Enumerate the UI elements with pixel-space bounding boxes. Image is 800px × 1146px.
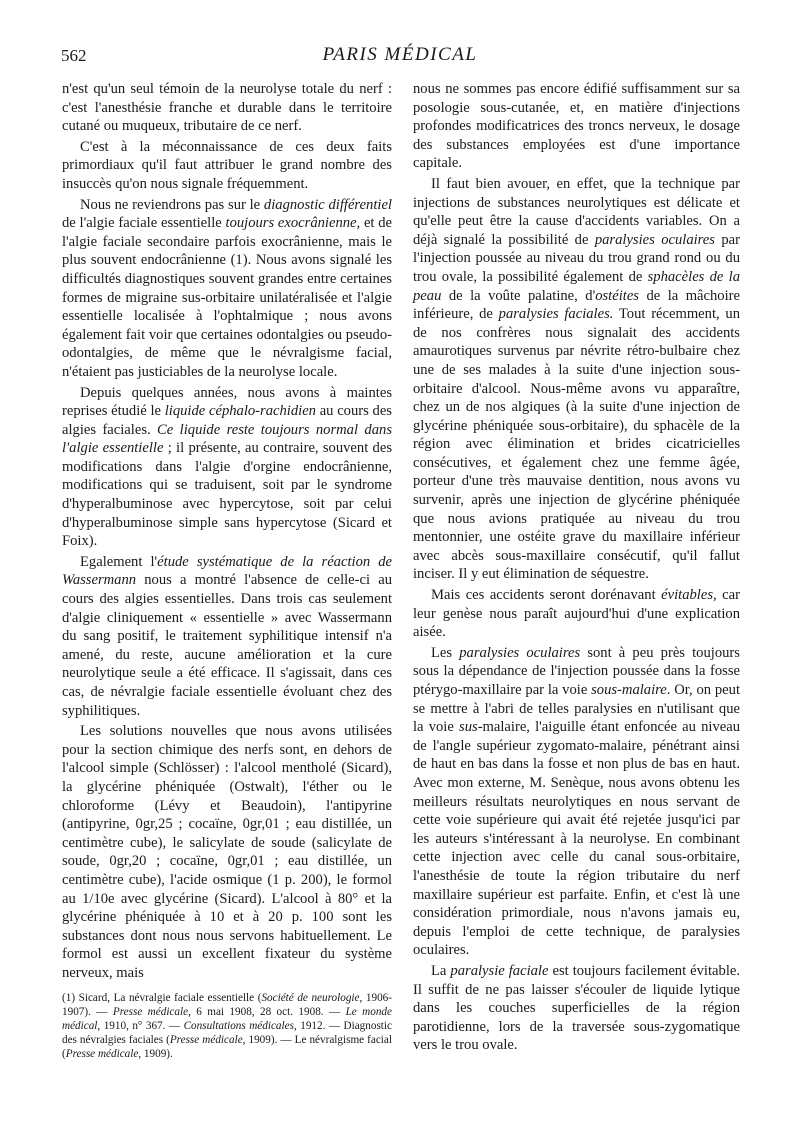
emphasis: sus xyxy=(459,719,478,736)
text-run: sont à peu près toujours sous la dépendance de l'injection poussée dans la fosse ptérygo-maxillaire par la voie xyxy=(413,644,740,698)
emphasis: Société de neurologie xyxy=(261,991,360,1004)
text-run: Nous ne reviendrons pas sur le xyxy=(80,196,264,213)
emphasis: paralysies oculaires xyxy=(459,644,581,661)
left-column xyxy=(62,80,392,1062)
text-run: , 1906-1907). — xyxy=(62,991,392,1018)
emphasis: Ce liquide reste toujours normal dans l'algie essentielle xyxy=(62,421,392,457)
text-run: nous a montré l'absence de celle-ci au cours des algies essentielles. Dans trois cas seulement d'algie cliniquement « essentielle » avec Wassermann du sang positif, le traitement syphilitique intensif n'a amené, du reste, aucune amélioration et la cure neurolytique seule a été efficace. Il s'agissait, dans ces cas, de névralgie faciale essentielle évoluant chez des syphilitiques. xyxy=(62,572,392,719)
text-run: , 1910, n° 367. — xyxy=(97,1019,184,1032)
text-run: au cours des algies faciales. xyxy=(62,403,392,438)
paragraph: Les solutions nouvelles que nous avons utilisées pour la section chimique des nerfs sont, en dehors de l'alcool simple (Schlösser) : l'alcool mentholé (Sicard), la glycérine phéniquée (Ostwalt), l'éther ou le chloroforme (Lévy et Beaudoin), l'antipyrine (antipyrine, 0gr,25 ; cocaïne, 0gr,01 ; eau distillée, un centimètre cube), le salicylate de soude (salicylate de soude, 0gr,20 ; cocaïne, 0gr,01 ; eau distillée, un centimètre cube), l'acide osmique (1 p. 200), le formol au 1/10e avec glycérine (Sicard). L'alcool à 80° et la glycérine phéniquée à 10 et à 20 p. 100 sont les substances dont nous nous servons habituellement. Le formol est aussi un excellent fixateur du système nerveux, mais xyxy=(62,723,392,981)
text-run: de la mâchoire inférieure, de xyxy=(413,287,740,323)
text-run: , 1912. — Diagnostic des névralgies faciales ( xyxy=(62,1019,392,1047)
text-run: de la voûte palatine, d' xyxy=(441,287,596,304)
text-run: , 1909). — Le névralgisme facial ( xyxy=(62,1034,392,1061)
text-run: (1) Sicard, La névralgie faciale essentielle ( xyxy=(62,991,262,1004)
text-run: Depuis quelques années, nous avons à maintes reprises étudié le xyxy=(62,384,392,420)
text-run: , 1909). xyxy=(138,1048,173,1061)
text-run: . Or, on peut se mettre à l'abri de telles paralysies en n'utilisant que la voie xyxy=(413,682,740,736)
text-run: est toujours facilement évitable. Il suffit de ne pas laisser s'écouler de liquide lytique dans les couches superficielles de la région parotidienne, lors de la traversée sous-zygomatique vers le trou ovale. xyxy=(413,962,740,1054)
emphasis: paralysie faciale xyxy=(450,962,549,979)
text-run: Tout récemment, un de nos confrères nous signalait des accidents amaurotiques survenus par névrite rétro-bulbaire chez une de ses malades à la suite d'une injection sous-orbitaire d'alcool. Nous-même avons vu apparaître, chez un de nos algiques (à la suite d'une injection de glycérine phéniquée sous-orbitaire), du sphacèle de la région avec élimination et brides cicatricielles consécutives, et également chez une femme âgée, porteur d'une très mauvaise dentition, nous avons vu survenir, après une injection de glycérine phéniquée que nous avions pratiquée au niveau du trou mentonnier, une ostéite grave du maxillaire inférieur avec abcès sous-maxillaire consécutif, qu'il fallut inciser. Il y eut élimination de séquestre. xyxy=(413,306,741,583)
paragraph xyxy=(413,175,740,584)
emphasis: sphacèles de la peau xyxy=(413,268,740,304)
emphasis: ostéites xyxy=(595,287,639,304)
text-run: La xyxy=(431,962,451,979)
text-run: Les xyxy=(431,644,460,661)
text-run: Egalement l' xyxy=(80,553,158,570)
emphasis: liquide céphalo-rachidien xyxy=(164,403,316,420)
paragraph xyxy=(413,586,740,642)
emphasis: Presse médicale xyxy=(112,1005,189,1018)
emphasis: étude systématique de la réaction de Wassermann xyxy=(62,553,393,589)
text-run: et de l'algie faciale secondaire parfois exocrânienne, mais le plus souvent endocrânienne (1). Nous avons signalé les difficultés diagnostiques souvent grandes entre certaines formes de migraine sus-orbitaire unilatéralisée et l'algie essentielle localisée à l'ophtalmique ; nous avons également fait voir que certaines odontalgies ou pseudo-odontalgies, de même que le névralgisme facial, n'étaient pas justiciables de la neurolyse locale. xyxy=(62,215,393,380)
paragraph: C'est à la méconnaissance de ces deux faits primordiaux qu'il faut attribuer le grand nombre des insuccès qu'on nous signale fréquemment. xyxy=(62,138,392,192)
paragraph: n'est qu'un seul témoin de la neurolyse totale du nerf : c'est l'anesthésie franche et durable dans le territoire cutané ou muqueux, tributaire de ce nerf. xyxy=(62,81,392,135)
paragraph xyxy=(62,196,392,382)
text-run: , car leur genèse nous paraît aujourd'hui d'une explication aisée. xyxy=(413,587,740,641)
paragraph: nous ne sommes pas encore édifié suffisamment sur sa posologie sous-cutanée, et, en matière d'injections profondes modificatrices des troncs nerveux, le dosage des substances employées est d'une importance capitale. xyxy=(413,81,740,172)
running-title: PARIS MÉDICAL xyxy=(322,44,478,65)
paragraph xyxy=(413,962,740,1055)
text-run: Mais ces accidents seront dorénavant xyxy=(431,587,662,604)
emphasis: toujours exocrânienne, xyxy=(225,215,361,232)
page-number: 562 xyxy=(61,46,87,65)
paragraph xyxy=(62,384,392,551)
emphasis: paralysies oculaires xyxy=(594,231,715,248)
emphasis: Consultations médicales xyxy=(183,1019,294,1032)
right-column xyxy=(413,80,740,1055)
emphasis: sous-malaire xyxy=(591,682,667,698)
footnote xyxy=(62,991,392,1062)
emphasis: diagnostic différentiel xyxy=(263,196,392,213)
text-run: Il faut bien avouer, en effet, que la technique par injections de substances neurolytiques est délicate et qu'elle peut être la cause d'accidents variables. On a déjà signalé la possibilité de xyxy=(413,175,740,248)
text-run: -malaire, l'aiguille étant enfoncée au niveau de l'angle supérieur zygomato-malaire, pénétrant ainsi de haut en bas dans la fosse et non plus de bas en haut. Avec mon externe, M. Senèque, nous avons obtenu les meilleurs résultats neurolytiques en nous servant de cette voie supérieure qui avait été rejetée jusqu'ici par les auteurs s'intéressant à la neurolyse. En combinant cette injection avec celle du canal sous-orbitaire, l'anesthésie de toute la région tributaire du nerf maxillaire supérieur est parfaite. Enfin, et c'est là une considération primordiale, nous n'avons jamais eu, depuis l'emploi de cette technique, de paralysies oculaires. xyxy=(413,719,740,959)
emphasis: Presse médicale xyxy=(65,1048,139,1061)
text-run: ; il présente, au contraire, souvent des modifications dans l'algie d'orgine endocrânienne, modifications qui se traduisent, soit par le syndrome d'hyperalbuminose avec hypercytose, soit par celui d'hyperalbuminose simple sans hypercytose (Sicard et Foix). xyxy=(62,440,392,550)
paragraph xyxy=(62,553,392,720)
emphasis: paralysies faciales. xyxy=(498,306,614,323)
emphasis: Presse médicale xyxy=(169,1034,243,1047)
emphasis: Le monde médical xyxy=(62,1005,392,1032)
text-run: de l'algie faciale essentielle xyxy=(62,215,226,232)
paragraph xyxy=(413,644,740,960)
emphasis: évitables xyxy=(661,587,714,604)
text-run: , 6 mai 1908, 28 oct. 1908. — xyxy=(188,1005,346,1018)
text-run: par l'injection poussée au niveau du trou grand rond ou du trou ovale, la possibilité également de xyxy=(413,231,740,285)
